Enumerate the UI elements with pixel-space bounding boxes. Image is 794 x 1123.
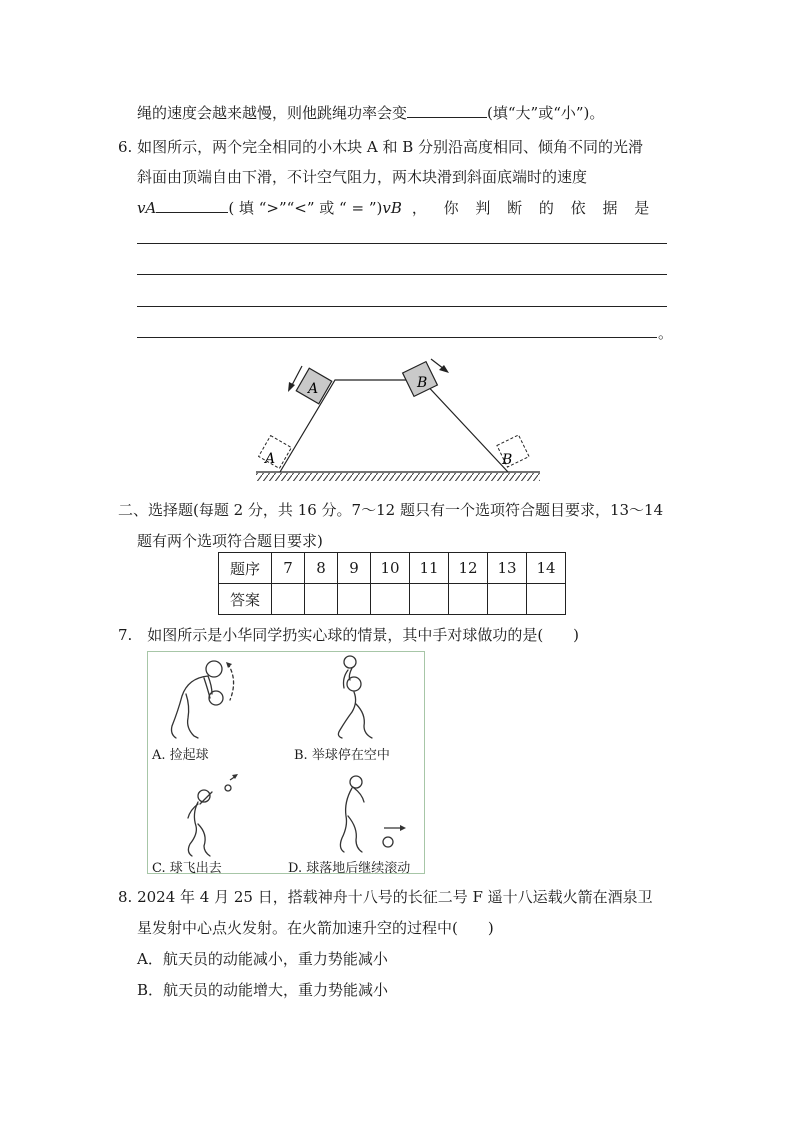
section2-line-2: 题有两个选项符合题目要求) bbox=[137, 532, 323, 550]
table-number: 12 bbox=[449, 553, 488, 584]
q6-answer-line-2[interactable] bbox=[137, 274, 667, 275]
q6-answer-line-3[interactable] bbox=[137, 306, 667, 307]
q6-fill-hint: ( 填 “>”“<” 或 “ = ”) bbox=[228, 199, 383, 217]
q5-tail-suffix: (填“大”或“小”)。 bbox=[487, 104, 605, 122]
answer-cell[interactable] bbox=[410, 584, 449, 615]
q7-stem: 7. 如图所示是小华同学扔实心球的情景，其中手对球做功的是( ) bbox=[118, 626, 580, 644]
answer-cell[interactable] bbox=[338, 584, 371, 615]
q5-blank[interactable] bbox=[407, 116, 487, 118]
figure-d-drawing bbox=[328, 772, 418, 858]
q6-line-1: 6. 如图所示，两个完全相同的小木块 A 和 B 分别沿高度相同、倾角不同的光滑 bbox=[118, 138, 644, 156]
label-a-top: A bbox=[308, 381, 319, 397]
label-a-bottom: A bbox=[265, 451, 276, 467]
q5-tail-text: 绳的速度会越来越慢，则他跳绳功率会变 bbox=[137, 104, 408, 122]
answer-table-answer-row bbox=[219, 584, 566, 615]
table-number: 9 bbox=[338, 553, 371, 584]
v-b-symbol: vB bbox=[382, 199, 402, 217]
label-b-bottom: B bbox=[502, 452, 513, 468]
table-number: 11 bbox=[410, 553, 449, 584]
figure-b-drawing bbox=[324, 654, 394, 744]
q5-tail-line bbox=[137, 102, 604, 123]
table-number: 13 bbox=[488, 553, 527, 584]
v-a-symbol: vA bbox=[137, 199, 157, 217]
q8-line-2: 星发射中心点火发射。在火箭加速升空的过程中( ) bbox=[137, 919, 494, 937]
answer-table-number-row bbox=[219, 553, 566, 584]
answer-cell[interactable] bbox=[371, 584, 410, 615]
table-header-answer: 答案 bbox=[219, 584, 272, 615]
table-number: 14 bbox=[527, 553, 566, 584]
q6-answer-line-1[interactable] bbox=[137, 243, 667, 244]
q8-option-a[interactable]: A．航天员的动能减小，重力势能减小 bbox=[137, 950, 388, 968]
q6-end-mark: 。 bbox=[658, 324, 674, 342]
shot-put-figure bbox=[147, 651, 425, 874]
answer-cell[interactable] bbox=[449, 584, 488, 615]
answer-cell[interactable] bbox=[305, 584, 338, 615]
section2-line-1: 二、选择题(每题 2 分，共 16 分。7～12 题只有一个选项符合题目要求，13～14 bbox=[118, 501, 664, 519]
q6-answer-line-4[interactable] bbox=[137, 337, 657, 338]
table-number: 8 bbox=[305, 553, 338, 584]
figure-c-drawing bbox=[168, 774, 258, 860]
caption-c: C. 球飞出去 bbox=[152, 861, 222, 876]
figure-a-drawing bbox=[168, 656, 268, 742]
caption-d: D. 球落地后继续滚动 bbox=[288, 861, 411, 876]
ground-hatch bbox=[256, 473, 540, 481]
q6-line-3 bbox=[137, 197, 655, 218]
answer-cell[interactable] bbox=[527, 584, 566, 615]
answer-cell[interactable] bbox=[488, 584, 527, 615]
q6-basis-prompt: ， 你 判 断 的 依 据 是 bbox=[411, 199, 656, 217]
q8-line-1: 8. 2024 年 4 月 25 日，搭载神舟十八号的长征二号 F 遥十八运载火箭在酒泉卫 bbox=[118, 888, 653, 906]
q6-line-2: 斜面由顶端自由下滑，不计空气阻力，两木块滑到斜面底端时的速度 bbox=[137, 168, 588, 186]
table-number: 10 bbox=[371, 553, 410, 584]
q6-compare-blank[interactable] bbox=[156, 211, 228, 213]
label-b-top: B bbox=[417, 375, 428, 391]
table-number: 7 bbox=[272, 553, 305, 584]
answer-table bbox=[218, 552, 566, 615]
table-header-question: 题序 bbox=[219, 553, 272, 584]
incline-figure bbox=[250, 355, 545, 483]
q8-option-b[interactable]: B．航天员的动能增大，重力势能减小 bbox=[137, 981, 389, 999]
answer-cell[interactable] bbox=[272, 584, 305, 615]
caption-b: B. 举球停在空中 bbox=[294, 748, 390, 763]
caption-a: A. 捡起球 bbox=[152, 748, 209, 763]
